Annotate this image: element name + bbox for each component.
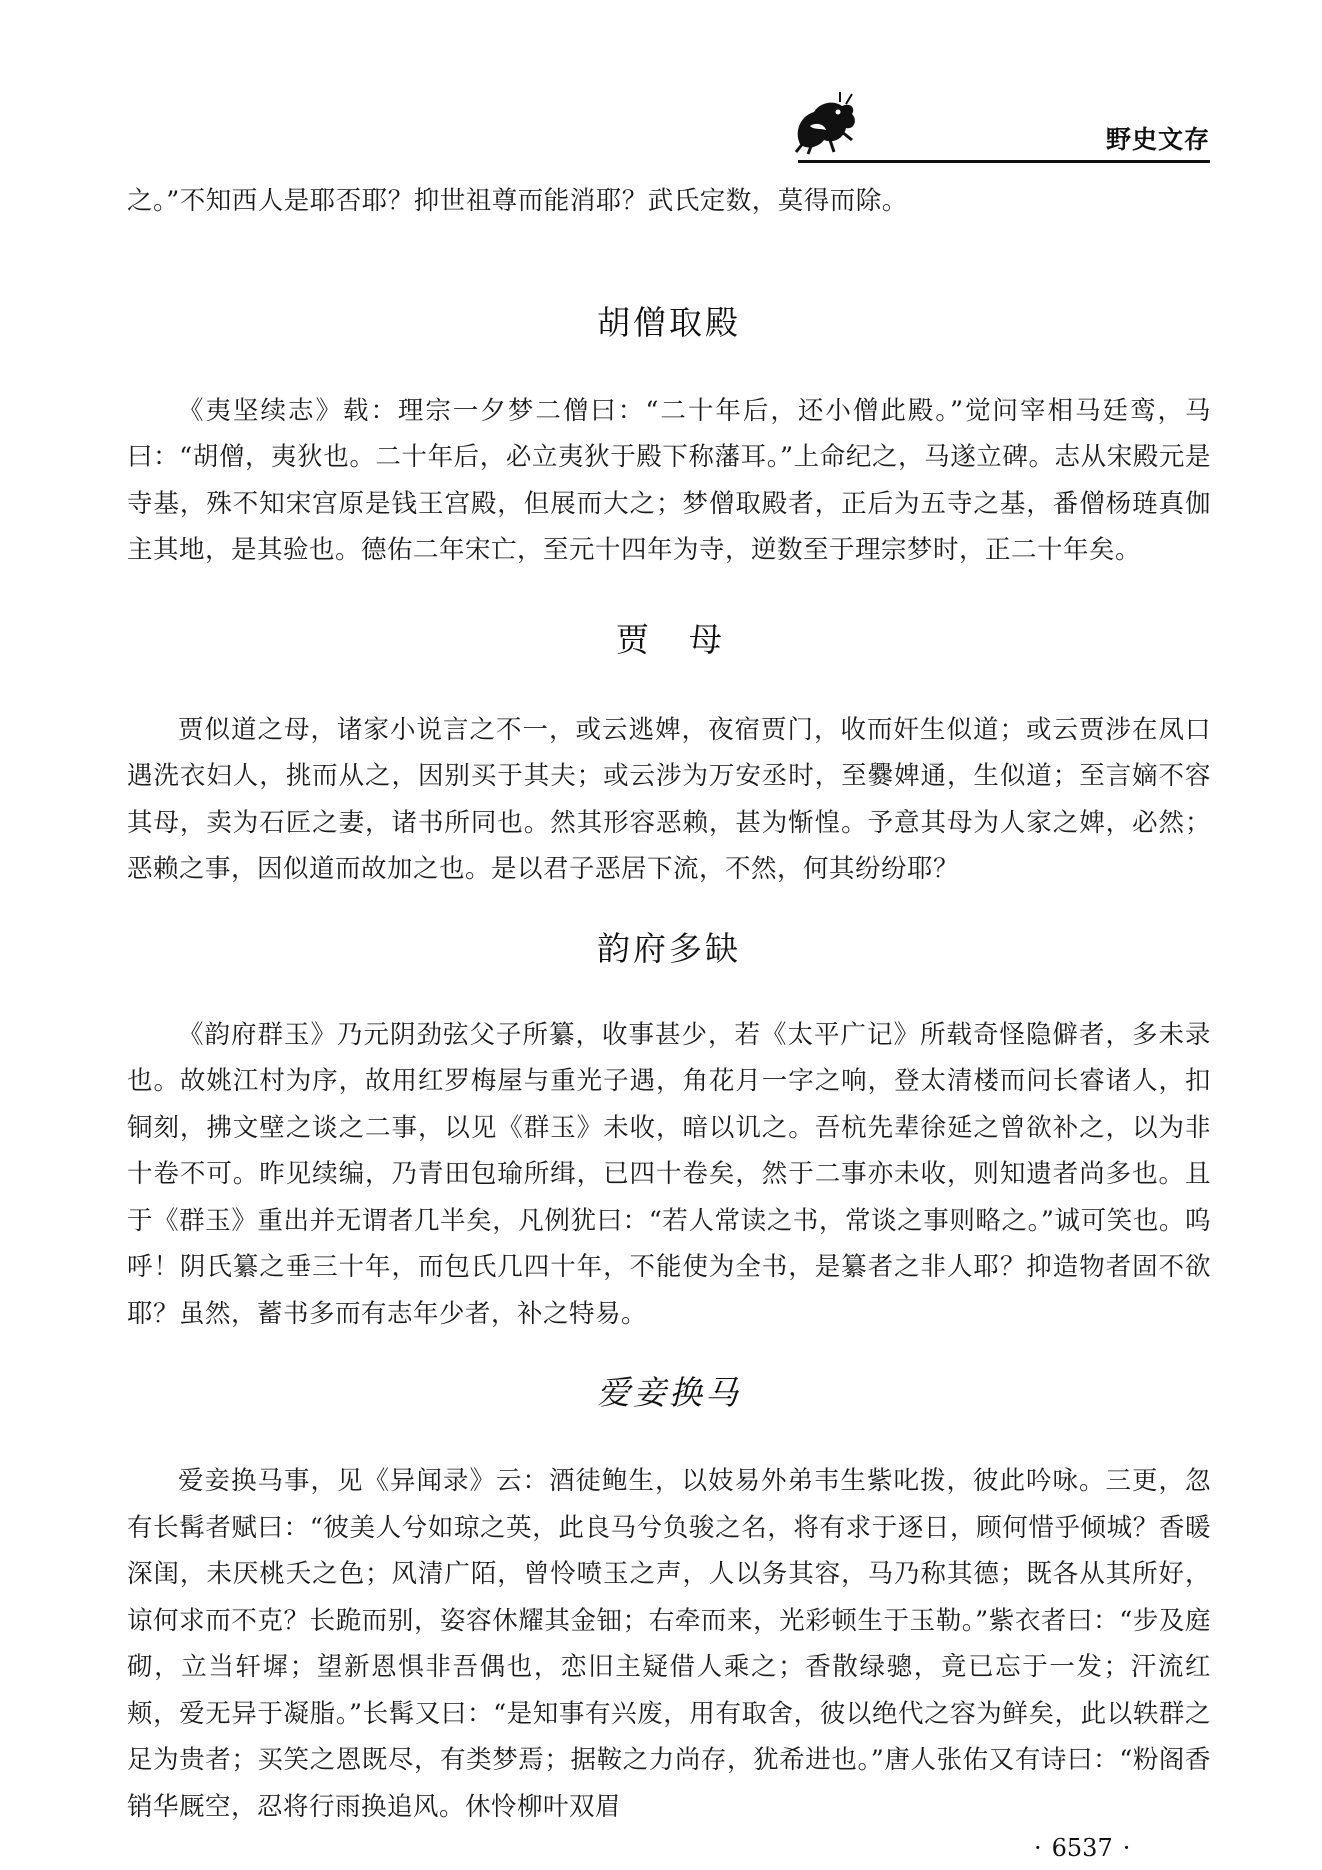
footer-dot-left: · <box>1034 1834 1042 1862</box>
section-paragraph: 贾似道之母，诸家小说言之不一，或云逃婢，夜宿贾门，收而奸生似道；或云贾涉在凤口遇洗衣妇人，挑而从之，因别买于其夫；或云涉为万安丞时，至爨婢通，生似道；至言嫡不容其母，卖为石匠之妻，诸书所同也。然其形容恶赖，甚为惭惶。予意其母为人家之婢，必然；恶赖之事，因似道而故加之也。是以君子恶居下流，不然，何其纷纷耶？ <box>127 714 1211 884</box>
section-title-text: 贾母 <box>616 619 762 659</box>
page-header <box>790 92 1210 164</box>
section-paragraph: 《韵府群玉》乃元阴劲弦父子所纂，收事甚少，若《太平广记》所载奇怪隐僻者，多未录也。故姚江村为序，故用红罗梅屋与重光子遇，角花月一字之响，登太清楼而问长睿诸人，扣铜刻，拂文壁之谈之二事，以见《群玉》未收，暗以讥之。吾杭先辈徐延之曾欲补之，以为非十卷不可。昨见续编，乃青田包瑜所缉，已四十卷矣，然于二事亦未收，则知遗者尚多也。且于《群玉》重出并无谓者几半矣，凡例犹曰：“若人常读之书，常谈之事则略之。”诚可笑也。呜呼！阴氏纂之垂三十年，而包氏几四十年，不能使为全书，是纂者之非人耶？抑造物者固不欲耶？虽然，蓄书多而有志年少者，补之特易。 <box>127 1019 1211 1329</box>
section-title <box>127 614 1211 661</box>
section-paragraph: 爱妾换马事，见《异闻录》云：酒徒鲍生，以妓易外弟韦生紫叱拨，彼此吟咏。三更，忽有长髯者赋曰：“彼美人兮如琼之英，此良马兮负骏之名，将有求于逐日，顾何惜乎倾城？香暖深闺，未厌桃夭之色；风清广陌，曾怜喷玉之声，人以务其容，马乃称其德；既各从其所好，谅何求而不克？长跪而别，姿容休耀其金钿；右牵而来，光彩顿生于玉勒。”紫衣者曰：“步及庭砌，立当轩墀；望新恩惧非吾偶也，恋旧主疑借人乘之；香散绿骢，竟已忘于一发；汗流红颊，爱无异于凝脂。”长髯又曰：“是知事有兴废，用有取舍，彼以绝代之容为鲜矣，此以轶群之足为贵者；买笑之恩既尽，有类梦焉；据鞍之力尚存，犹希进也。”唐人张佑又有诗曰：“粉阁香销华厩空，忍将行雨换追风。休怜柳叶双眉 <box>127 1466 1211 1822</box>
section-title: 韵府多缺 <box>597 928 741 968</box>
page-content <box>127 178 1211 1830</box>
footer-dot-right: · <box>1122 1834 1131 1862</box>
page-footer <box>1024 1834 1140 1862</box>
section-title: 爱妾换马 <box>597 1373 741 1412</box>
header-rule <box>798 160 1210 163</box>
dragon-emblem-icon <box>790 92 860 156</box>
running-header-title: 野史文存 <box>1105 125 1210 154</box>
section-paragraph: 《夷坚续志》载：理宗一夕梦二僧曰：“二十年后，还小僧此殿。”觉问宰相马廷鸾，马曰：“胡僧，夷狄也。二十年后，必立夷狄于殿下称藩耳。”上命纪之，马遂立碑。志从宋殿元是寺基，殊不知宋宫原是钱王宫殿，但展而大之；梦僧取殿者，正后为五寺之基，番僧杨琏真伽主其地，是其验也。德佑二年宋亡，至元十四年为寺，逆数至于理宗梦时，正二十年矣。 <box>127 395 1211 565</box>
page-number: 6537 <box>1051 1834 1113 1862</box>
section-title: 胡僧取殿 <box>597 302 741 342</box>
intro-paragraph: 之。”不知西人是耶否耶？抑世祖尊而能消耶？武氏定数，莫得而除。 <box>127 186 908 216</box>
